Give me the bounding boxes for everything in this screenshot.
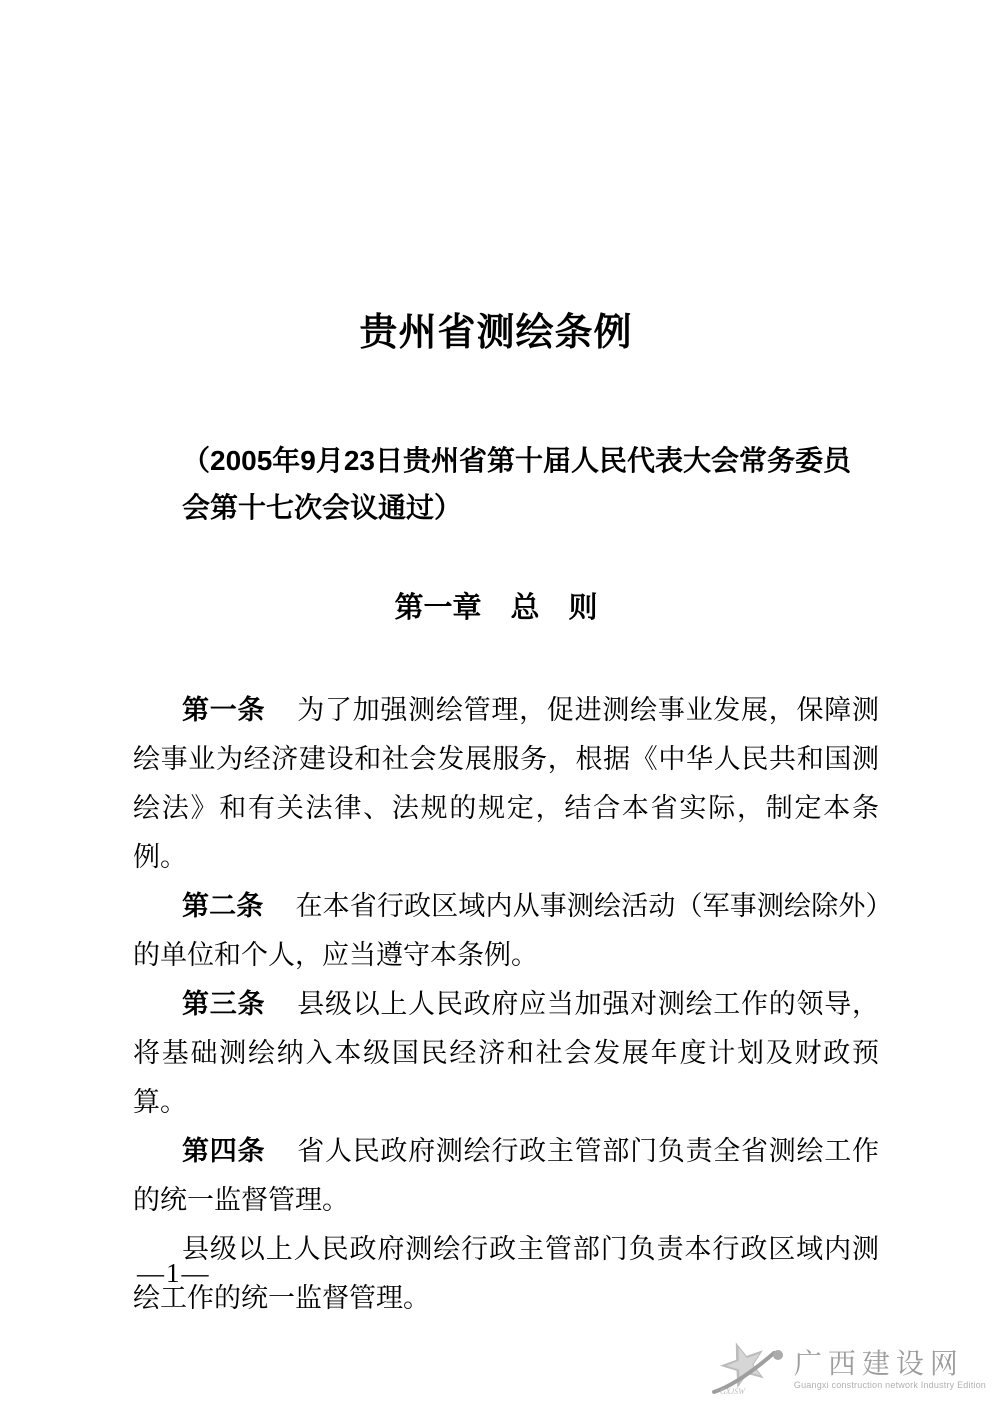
subtitle-line-1: （2005年9月23日贵州省第十届人民代表大会常务委员: [182, 445, 852, 476]
star-label-text: GXJSW: [719, 1387, 745, 1396]
document-title: 贵州省测绘条例: [359, 312, 633, 354]
watermark-site-name: 广西建设网: [793, 1349, 964, 1380]
chapter-heading: 第一章 总 则: [394, 592, 598, 624]
article-text: 在本省行政区域内从事测绘活动（军事测绘除外）的单位和个人，应当遵守本条例。: [133, 891, 879, 970]
article-number-label: 第三条: [182, 989, 266, 1019]
article-paragraph: [133, 882, 879, 980]
article-paragraph: [133, 686, 879, 882]
document-body: [133, 686, 879, 1323]
article-text: 县级以上人民政府测绘行政主管部门负责本行政区域内测绘工作的统一监督管理。: [133, 1234, 879, 1313]
subtitle-line-2: 会第十七次会议通过）: [182, 492, 463, 523]
watermark-text: [794, 1338, 986, 1391]
article-paragraph: [133, 980, 879, 1127]
article-number-label: 第二条: [182, 891, 264, 921]
watermark-tagline: Guangxi construction network Industry Edition: [793, 1380, 986, 1390]
article-text: 为了加强测绘管理，促进测绘事业发展，保障测绘事业为经济建设和社会发展服务，根据《中华人民共和国测绘法》和有关法律、法规的规定，结合本省实际，制定本条例。: [133, 695, 880, 872]
page-number: —1—: [137, 1258, 211, 1288]
star-icon: [708, 1338, 790, 1400]
gxjs-watermark-logo: [708, 1338, 986, 1400]
article-text: 县级以上人民政府应当加强对测绘工作的领导，将基础测绘纳入本级国民经济和社会发展年度计划及财政预算。: [133, 989, 880, 1117]
article-number-label: 第一条: [182, 695, 266, 725]
article-number-label: 第四条: [182, 1136, 266, 1166]
document-subtitle: [182, 437, 872, 531]
article-text: 省人民政府测绘行政主管部门负责全省测绘工作的统一监督管理。: [133, 1136, 880, 1215]
article-paragraph: [133, 1127, 879, 1225]
article-paragraph: [133, 1225, 879, 1323]
